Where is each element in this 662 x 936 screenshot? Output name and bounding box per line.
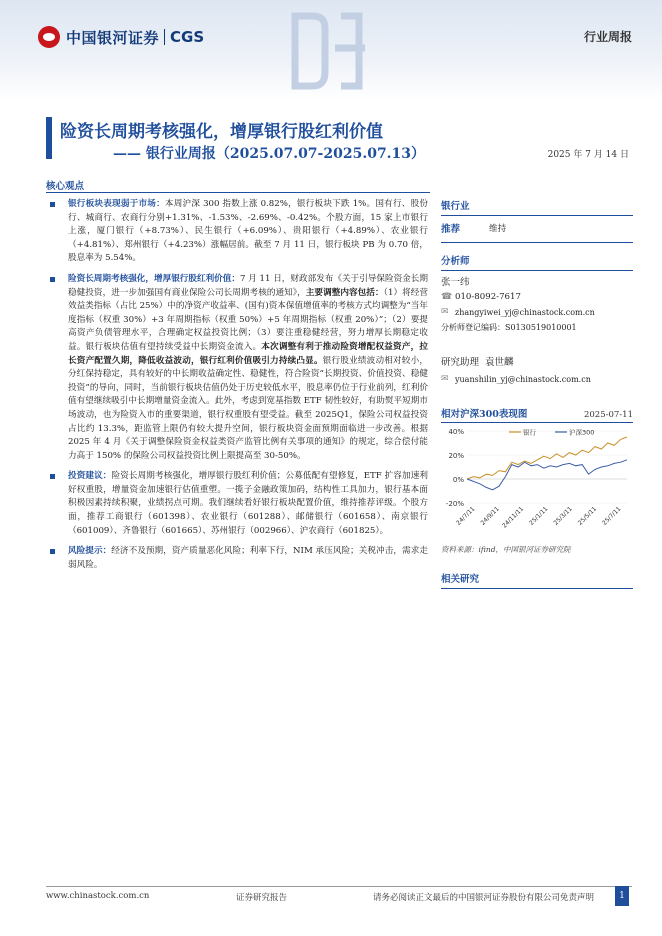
logo-mark-icon bbox=[38, 26, 60, 48]
legend-label: 银行 bbox=[523, 428, 536, 437]
footer-rule bbox=[46, 886, 632, 887]
chart-heading bbox=[441, 406, 633, 423]
point-emphasis: 本次调整有利于推动险资增配权益资产，拉长资产配置久期，降低收益波动，银行红利价值吸引力持续凸显。 bbox=[68, 341, 428, 366]
assistant-email-row bbox=[441, 373, 633, 386]
title-accent-bar bbox=[46, 117, 52, 159]
bullet-icon bbox=[50, 277, 55, 282]
x-tick-label: 25/3/11 bbox=[552, 505, 574, 527]
point-risk bbox=[50, 545, 428, 572]
assistant-name: 袁世麟 bbox=[485, 357, 514, 368]
point-insurance bbox=[50, 273, 428, 463]
report-date: 2025 年 7 月 14 日 bbox=[547, 150, 629, 160]
rating-row bbox=[441, 223, 633, 243]
core-points bbox=[50, 198, 428, 579]
analyst-heading: 分析师 bbox=[441, 253, 633, 271]
y-tick-label: -20% bbox=[445, 500, 464, 508]
report-subtitle: —— 银行业周报（2025.07.07-2025.07.13） bbox=[113, 146, 426, 162]
y-tick-label: 20% bbox=[448, 452, 464, 460]
point-label: 风险提示： bbox=[68, 546, 112, 557]
x-tick-label: 25/1/11 bbox=[528, 505, 550, 527]
phone-row bbox=[441, 291, 633, 304]
x-tick-label: 25/7/11 bbox=[601, 505, 623, 527]
logo-divider bbox=[164, 29, 165, 45]
cert-number: 分析师登记编码：S0130519010001 bbox=[441, 323, 577, 332]
rating-label: 推荐 bbox=[441, 224, 461, 235]
assistant-email-link[interactable]: yuanshilin_yj@chinastock.com.cn bbox=[455, 375, 591, 384]
x-tick-label: 24/9/11 bbox=[479, 505, 501, 527]
phone-icon: ☎ bbox=[441, 292, 453, 302]
point-text: （1）将经营效益类指标（占比 25%）中的净资产收益率、(国有)资本保值增值率的考核方式均调整为“当年度指标（权重 30%）+3 年周期指标（权重 50%）+5 年周期指标（权重 20%）”；（2）要提高资产负债管理水平，合理确定权益投资比例；（3）要注重稳健经营，努力增厚长期稳定收益。银行板块估值有望持续受益中长期资金流入。 bbox=[68, 287, 428, 352]
related-heading: 相关研究 bbox=[441, 571, 633, 589]
point-text: 银行股业绩波动相对较小，分红保持稳定，具有较好的中长期收益确定性、稳健性，符合险资“长期投资、价值投资、稳健投资”的导向，同时，当前银行板块估值仍处于历史较低水平，股息率仍位于行业前列，红利价值有望继续吸引中长期增量资金流入。此外，考虑到宽基指数 ETF 韧性较好，有助熨平短期市场波动，也为险资入市的重要渠道，银行权重股有望受益。截至 2025Q1，保险公司权益投资占比约 13.3%，距监管上限仍有较大提升空间，银行板块资金面预期面临进一步改善。根据 2025 年 4 月《关于调整保险资金权益类资产监管比例有关事项的通知》的规定，综合偿付能力高于 150% 的保险公司权益投资比例上限提高至 30-50%。 bbox=[68, 355, 428, 461]
performance-chart bbox=[441, 423, 633, 539]
bullet-icon bbox=[50, 202, 55, 207]
phone: 010-8092-7617 bbox=[455, 292, 521, 302]
point-text: 经济不及预期，资产质量恶化风险；利率下行，NIM 承压风险；关税冲击，需求走弱风险。 bbox=[68, 546, 428, 570]
point-market bbox=[50, 198, 428, 266]
y-tick-label: 40% bbox=[448, 428, 464, 436]
point-label: 险资长周期考核强化，增厚银行股红利价值： bbox=[68, 273, 240, 284]
assistant-label: 研究助理 bbox=[441, 357, 480, 368]
header-decoration bbox=[285, 8, 375, 94]
point-emphasis: 主要调整内容包括： bbox=[305, 287, 384, 298]
x-tick-label: 24/7/11 bbox=[455, 505, 477, 527]
point-label: 银行板块表现弱于市场： bbox=[68, 199, 165, 209]
point-advice bbox=[50, 470, 428, 538]
x-tick-label: 25/5/11 bbox=[576, 505, 599, 527]
chart-title: 相对沪深300表现图 bbox=[441, 409, 528, 420]
point-text: 险资长周期考核强化，增厚银行股红利价值；公募低配有望修复，ETF 扩容加速利好权重股，增量资金加速银行估值重塑。一揽子金融政策加码，结构性工具加力，银行基本面积极因素持续积聚，业绩拐点可期。我们继续看好银行板块配置价值，维持推荐评级。个股方面，推荐工商银行（601398）、农业银行（601288）、邮储银行（601658）、南京银行（601009）、齐鲁银行（601665）、苏州银行（002966）、沪农商行（601825）。 bbox=[68, 471, 428, 536]
sidebar bbox=[441, 198, 633, 589]
bullet-icon bbox=[50, 474, 55, 479]
chart-source: 资料来源：ifind，中国银河证券研究院 bbox=[441, 545, 571, 554]
page-number: 1 bbox=[615, 886, 629, 906]
series-line-0 bbox=[467, 437, 627, 479]
point-text: 本周沪深 300 指数上涨 0.82%，银行板块下跌 1%。国有行、股份行、城商行、农商行分别+1.31%、-1.53%、-2.69%、-0.42%。个股方面，15 家上市银行上涨，厦门银行（+8.73%）、民生银行（+6.09%）、贵阳银行（+4.89%）、农业银行（+4.81%）、郑州银行（+4.23%）涨幅居前。截至 7 月 11 日，银行板块 PB 为 0.70 倍，股息率为 5.54%。 bbox=[68, 199, 428, 264]
y-tick-label: 0% bbox=[452, 476, 464, 484]
industry-heading: 银行业 bbox=[441, 198, 633, 216]
report-type: 行业周报 bbox=[583, 30, 632, 44]
logo bbox=[38, 26, 204, 48]
footer-website[interactable]: www.chinastock.com.cn bbox=[46, 891, 150, 901]
x-tick-label: 24/11/11 bbox=[501, 505, 526, 530]
email-icon: ✉ bbox=[441, 307, 449, 317]
point-label: 投资建议： bbox=[68, 471, 112, 482]
assistant-row bbox=[441, 356, 633, 369]
logo-english: CGS bbox=[170, 28, 205, 46]
chart-date: 2025-07-11 bbox=[583, 410, 633, 420]
point-text: 7 月 11 日，财政部发布《关于引导保险资金长期稳健投资，进一步加强国有商业保险公司长周期考核的通知》， bbox=[68, 273, 428, 298]
report-title: 险资长周期考核强化，增厚银行股红利价值 bbox=[60, 122, 383, 142]
email-link[interactable]: zhangyiwei_yj@chinastock.com.cn bbox=[455, 308, 595, 317]
core-heading-rule bbox=[46, 192, 430, 193]
logo-chinese: 中国银河证券 bbox=[66, 28, 160, 47]
core-heading: 核心观点 bbox=[46, 181, 85, 192]
footer-disclaimer: 请务必阅读正文最后的中国银河证券股份有限公司免责声明 bbox=[373, 893, 595, 903]
rating-value: 维持 bbox=[489, 224, 507, 234]
email-icon: ✉ bbox=[441, 374, 449, 384]
analyst-name: 张一纬 bbox=[441, 277, 470, 288]
email-row bbox=[441, 306, 633, 319]
bullet-icon bbox=[50, 549, 55, 554]
legend-label: 沪深300 bbox=[569, 428, 595, 437]
footer-type: 证券研究报告 bbox=[236, 893, 288, 903]
